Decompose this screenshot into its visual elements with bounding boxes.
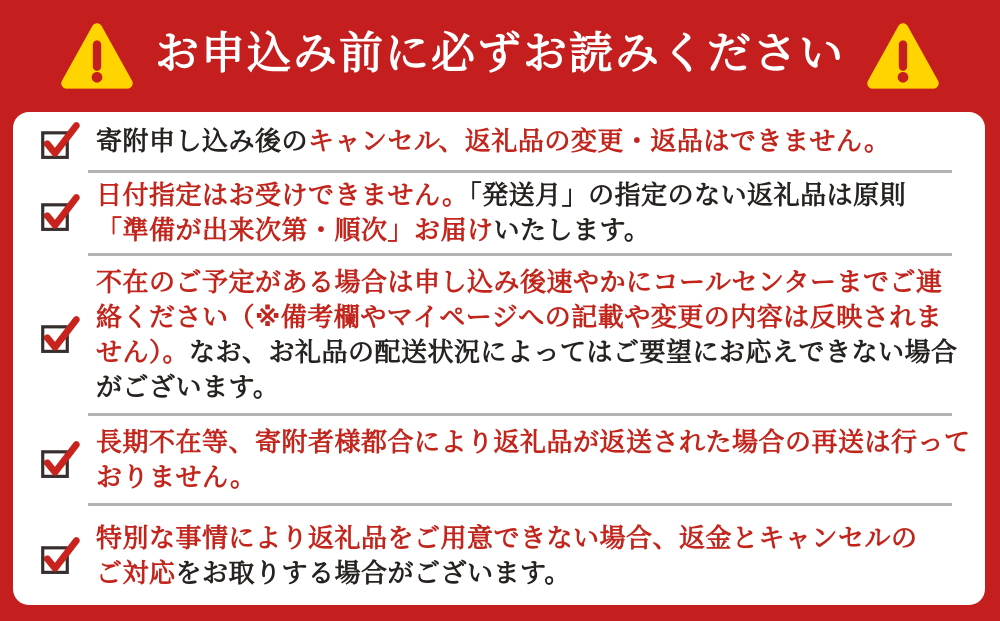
notice-text-line [96,556,918,591]
notice-text-segment-black: がございます。 [96,371,280,402]
notice-text-segment-red: おりません。 [96,461,257,492]
notice-item [13,112,985,170]
checked-checkbox-icon [40,121,80,161]
checked-checkbox-icon [40,315,80,355]
notice-text-segment-red: 絡ください（※備考欄やマイページへの記載や変更の内容は反映されま [96,301,943,332]
checked-checkbox-icon [40,440,80,480]
warning-triangle-icon [865,21,941,91]
notice-item-text [96,178,906,248]
notice-text-segment-red: 「準備が出来次第・順次」お届け [96,215,494,245]
notice-header [0,0,1000,112]
notice-text-segment-red: キャンセル、返礼品の変更・返品はできません。 [308,125,891,156]
notice-text-segment-red: 特別な事情により返礼品をご用意できない場合、返金とキャンセルの [96,522,918,553]
notice-text-line [96,213,906,248]
warning-triangle-icon [59,21,135,91]
notice-card [13,112,985,605]
notice-text-line [96,265,958,300]
page-title: お申込み前に必ずお読みください [155,29,845,78]
notice-text-segment-red: 不在のご予定がある場合は申し込み後速やかにコールセンターまでご連 [96,266,943,297]
checked-checkbox-icon [40,193,80,233]
notice-text-segment-black: 「発送月」の指定のない返礼品は原則 [468,180,907,210]
notice-text-segment-red: ご対応 [96,557,176,588]
notice-text-line [96,124,891,159]
checked-checkbox-icon [40,536,80,576]
notice-item [13,173,985,253]
notice-text-line [96,178,906,213]
notice-item-text [96,521,918,591]
notice-text-line [96,460,971,495]
notice-item [13,256,985,413]
notice-text-segment-red: せん）。 [96,336,190,367]
notice-text-line [96,425,971,460]
notice-text-segment-black: いたします。 [493,215,651,245]
notice-item [13,506,985,605]
notice-text-segment-black: 寄附申し込み後の [96,125,309,156]
notice-text-line [96,300,958,335]
notice-text-line [96,370,958,405]
notice-text-line [96,521,918,556]
notice-item-text [96,265,958,405]
notice-text-segment-red: 日付指定はお受けできません。 [96,180,469,210]
notice-text-segment-black: をお取りする場合がございます。 [175,557,571,588]
notice-item [13,416,985,503]
notice-item-text [96,124,891,159]
notice-text-line [96,335,958,370]
notice-item-text [96,425,971,495]
notice-text-segment-black: なお、お礼品の配送状況によってはご要望にお応えできない場合 [189,336,958,367]
notice-text-segment-red: 長期不在等、寄附者様都合により返礼品が返送された場合の再送は行って [96,426,971,457]
